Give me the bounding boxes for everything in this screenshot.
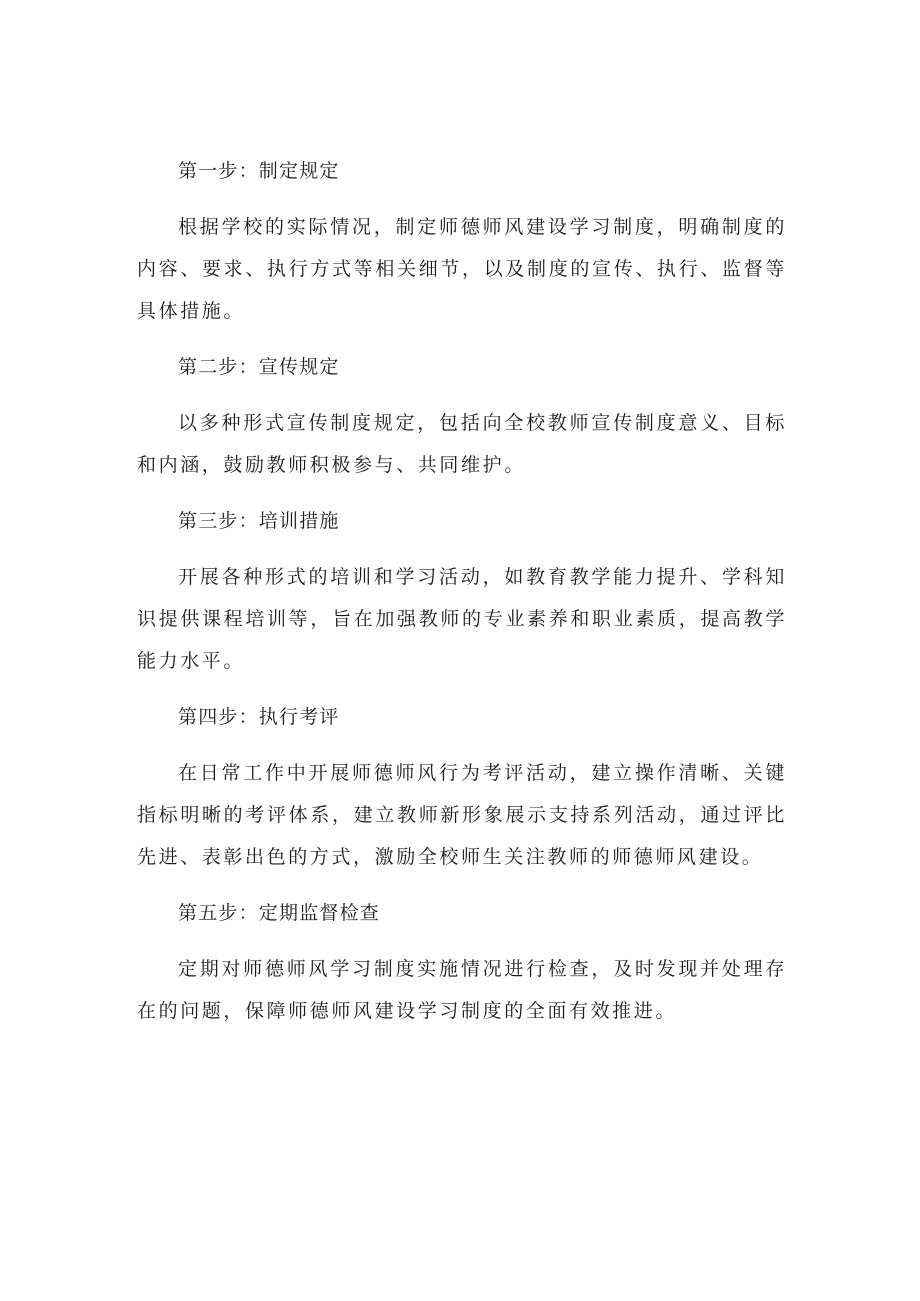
step-paragraph: 在日常工作中开展师德师风行为考评活动，建立操作清晰、关键指标明晰的考评体系，建立教师新形象展示支持系列活动，通过评比先进、表彰出色的方式，激励全校师生关注教师的师德师风建设。 <box>137 762 787 868</box>
step-heading: 第一步：制定规定 <box>178 160 340 182</box>
step-heading: 第五步：定期监督检查 <box>178 902 381 924</box>
step-paragraph: 根据学校的实际情况，制定师德师风建设学习制度，明确制度的内容、要求、执行方式等相关细节，以及制度的宣传、执行、监督等具体措施。 <box>137 216 787 322</box>
step-paragraph: 定期对师德师风学习制度实施情况进行检查，及时发现并处理存在的问题，保障师德师风建设学习制度的全面有效推进。 <box>137 958 787 1022</box>
section-step-3 <box>137 500 787 696</box>
section-step-4 <box>137 696 787 892</box>
section-step-1 <box>137 150 787 346</box>
section-step-5 <box>137 892 787 1032</box>
step-heading: 第三步：培训措施 <box>178 510 340 532</box>
step-paragraph: 开展各种形式的培训和学习活动，如教育教学能力提升、学科知识提供课程培训等，旨在加强教师的专业素养和职业素质，提高教学能力水平。 <box>137 566 787 672</box>
step-heading: 第四步：执行考评 <box>178 706 340 728</box>
section-step-2 <box>137 346 787 500</box>
step-paragraph: 以多种形式宣传制度规定，包括向全校教师宣传制度意义、目标和内涵，鼓励教师积极参与、共同维护。 <box>137 412 787 476</box>
step-heading: 第二步：宣传规定 <box>178 356 340 378</box>
document-content <box>137 150 787 1032</box>
